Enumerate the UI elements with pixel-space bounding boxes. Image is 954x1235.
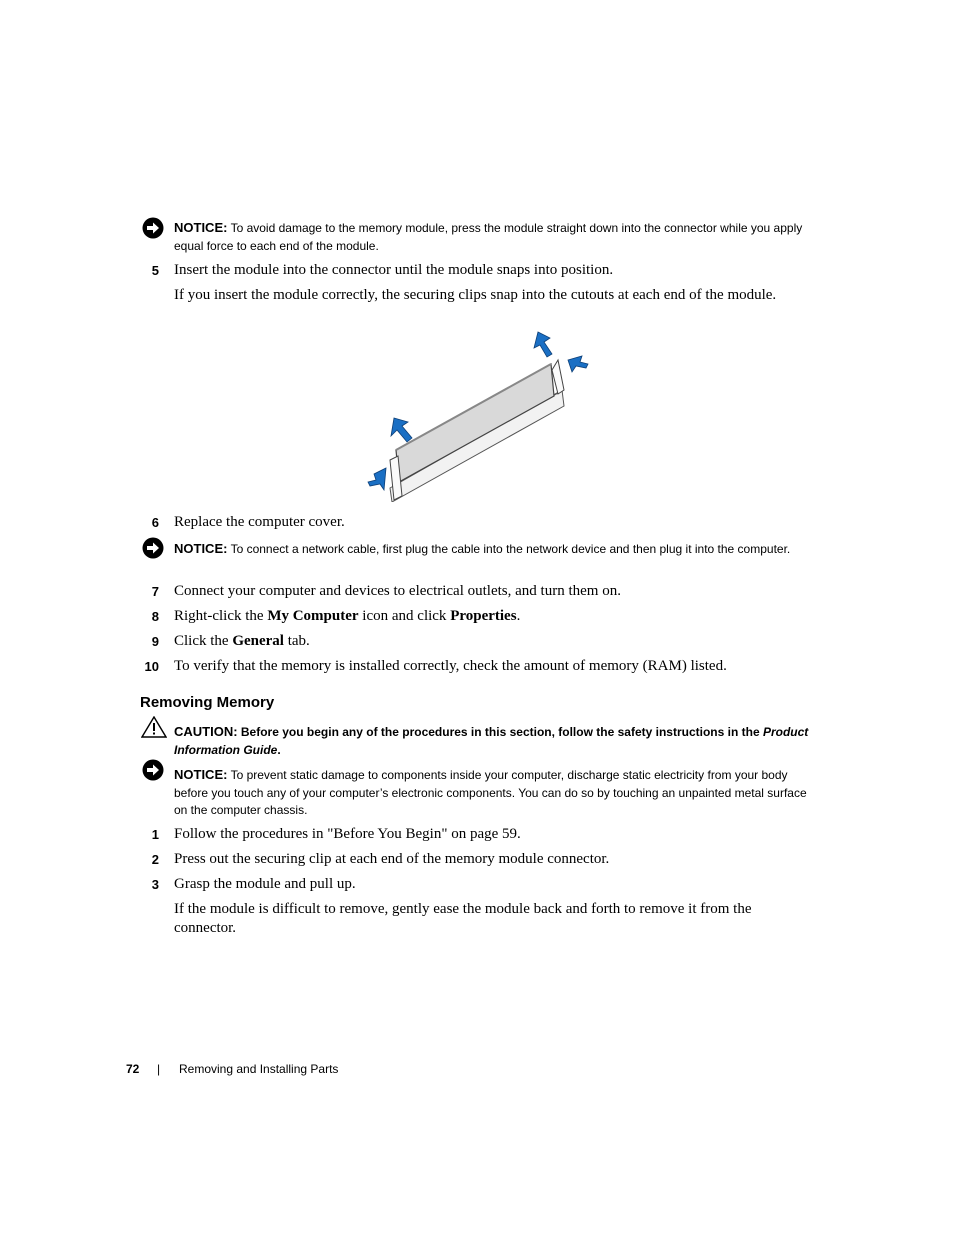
section-heading: Removing Memory — [140, 694, 275, 711]
step-text: Connect your computer and devices to electrical outlets, and turn them on. — [174, 583, 621, 599]
step-text: Replace the computer cover. — [174, 514, 345, 530]
step-number: 5 — [151, 263, 159, 278]
step-text: Grasp the module and pull up. — [174, 876, 356, 892]
notice-icon — [142, 537, 164, 559]
notice-icon — [142, 759, 164, 781]
clip-arrow-icon — [568, 356, 588, 372]
step-number: 3 — [151, 877, 159, 892]
caution: CAUTION: Before you begin any of the procedures in this section, follow the safety instructions in the Product Information Guide. — [174, 724, 809, 757]
step-text: Follow the procedures in "Before You Begin" on page 59. — [174, 826, 521, 842]
notice-label: NOTICE: — [174, 767, 228, 782]
step-text: To verify that the memory is installed correctly, check the amount of memory (RAM) listed. — [174, 658, 727, 674]
caution-text: Before you begin any of the procedures in this section, follow the safety instructions in the — [240, 725, 763, 739]
notice-text: To connect a network cable, first plug the cable into the network device and then plug it into the computer. — [230, 542, 791, 556]
removal-step-3-followup: If the module is difficult to remove, gently ease the module back and forth to remove it from the connector. — [174, 901, 752, 936]
notice-text: To prevent static damage to components inside your computer, discharge static electricity from your body before you touch any of your computer’s electronic components. You can do so by touching an unpainted metal surface on the computer chassis. — [174, 768, 807, 817]
ui-term-properties: Properties — [450, 608, 517, 624]
footer-separator: | — [157, 1062, 161, 1076]
notice-3 — [174, 766, 814, 820]
step-number: 9 — [151, 634, 159, 649]
notice-icon — [142, 217, 164, 239]
step-number: 6 — [151, 515, 159, 530]
step-text: Right-click the My Computer icon and click Properties. — [174, 608, 521, 624]
step-text: Insert the module into the connector until the module snaps into position. — [174, 262, 614, 278]
caution-doc-title: Product Information Guide — [174, 725, 809, 757]
step-text: Click the General tab. — [174, 633, 310, 649]
caution-icon — [141, 716, 167, 738]
memory-module-illustration — [366, 330, 590, 502]
ui-term-general: General — [232, 633, 284, 649]
step-5-followup: If you insert the module correctly, the securing clips snap into the cutouts at each end of the module. — [174, 287, 777, 303]
step-text: Press out the securing clip at each end of the memory module connector. — [174, 851, 610, 867]
step-number: 1 — [151, 827, 159, 842]
notice-text: To avoid damage to the memory module, press the module straight down into the connector while you apply equal force to each end of the module. — [174, 221, 803, 253]
down-arrow-icon — [534, 332, 552, 357]
caution-label: CAUTION: — [174, 724, 238, 739]
notice-label: NOTICE: — [174, 541, 228, 556]
step-number: 10 — [144, 659, 159, 674]
step-number: 8 — [151, 609, 159, 624]
notice-1 — [174, 219, 814, 255]
page-number: 72 — [126, 1062, 140, 1076]
ui-term-my-computer: My Computer — [267, 608, 359, 624]
notice-2 — [174, 540, 814, 559]
step-number: 7 — [151, 584, 159, 599]
down-arrow-icon — [391, 418, 412, 442]
step-number: 2 — [151, 852, 159, 867]
clip-arrow-icon — [368, 468, 386, 490]
notice-label: NOTICE: — [174, 220, 228, 235]
footer-chapter-title: Removing and Installing Parts — [179, 1062, 339, 1076]
